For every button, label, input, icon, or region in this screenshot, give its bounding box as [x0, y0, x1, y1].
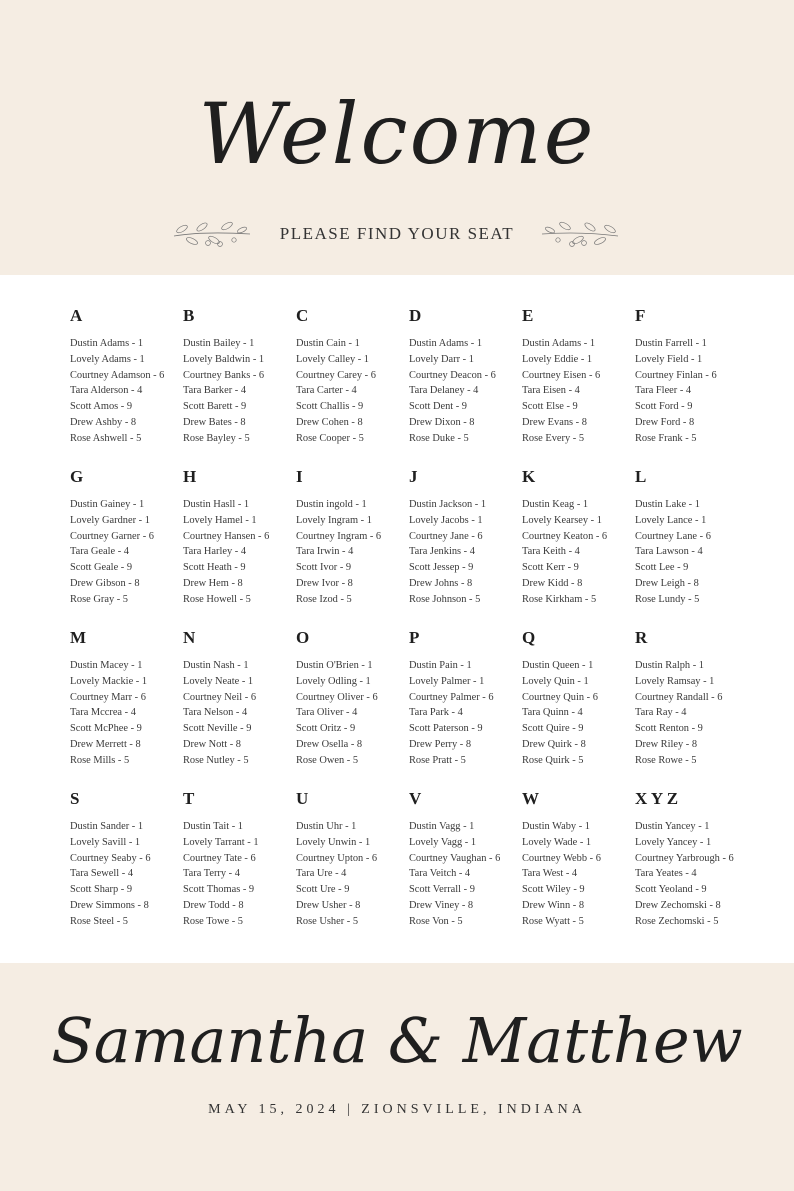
seating-group-f	[635, 306, 748, 447]
guest-entry: Dustin Adams - 1	[70, 338, 144, 349]
guest-entry: Tara Carter - 4	[296, 385, 357, 397]
guest-entry: Tara Sewell - 4	[70, 868, 134, 880]
guest-entry: Drew Gibson - 8	[70, 577, 140, 589]
guest-entry: Rose Rowe - 5	[635, 754, 697, 766]
seating-group-q	[522, 628, 635, 769]
guest-entry: Drew Perry - 8	[409, 738, 472, 750]
guest-entry: Dustin Jackson - 1	[409, 499, 487, 510]
guest-entry: Drew Bates - 8	[183, 416, 246, 428]
guest-entry: Courtney Adamson - 6	[70, 369, 165, 381]
guest-entry: Rose Usher - 5	[296, 915, 359, 927]
guest-entry: Courtney Hansen - 6	[183, 530, 270, 542]
guest-entry: Lovely Neate - 1	[183, 675, 254, 687]
group-letter: C	[296, 306, 309, 325]
seating-group-t	[183, 789, 296, 930]
seating-group-r	[635, 628, 748, 769]
guest-entry: Dustin Farrell - 1	[635, 338, 707, 349]
guest-entry: Rose Steel - 5	[70, 915, 129, 927]
guest-entry: Courtney Jane - 6	[409, 530, 483, 542]
guest-entry: Courtney Deacon - 6	[409, 369, 496, 381]
guest-entry: Rose Zechomski - 5	[635, 915, 719, 927]
seating-group-g	[70, 467, 183, 608]
guest-entry: Courtney Quin - 6	[522, 691, 598, 703]
guest-entry: Lovely Ramsay - 1	[635, 675, 715, 687]
guest-entry: Drew Johns - 8	[409, 577, 473, 589]
guest-entry: Drew Todd - 8	[183, 899, 244, 911]
guest-entry: Scott Thomas - 9	[183, 884, 255, 896]
seating-group-v	[409, 789, 522, 930]
group-letter: X Y Z	[635, 789, 679, 808]
guest-entry: Tara Fleer - 4	[635, 385, 692, 397]
guest-entry: Tara Delaney - 4	[409, 385, 479, 397]
guest-entry: Drew Leigh - 8	[635, 577, 699, 589]
seating-group-k	[522, 467, 635, 608]
guest-entry: Drew Simmons - 8	[70, 899, 149, 911]
guest-entry: Courtney Ingram - 6	[296, 530, 382, 542]
guest-entry: Scott Lee - 9	[635, 562, 689, 574]
group-letter: M	[70, 628, 87, 647]
seating-grid	[70, 306, 770, 946]
guest-entry: Tara Ray - 4	[635, 707, 687, 719]
guest-entry: Rose Frank - 5	[635, 432, 697, 444]
guest-entry: Dustin Bailey - 1	[183, 338, 255, 349]
guest-entry: Tara Barker - 4	[183, 385, 247, 397]
guest-entry: Dustin Keag - 1	[522, 499, 589, 510]
couple-names: Samantha & Matthew	[51, 1004, 743, 1077]
group-letter: L	[635, 467, 647, 486]
group-letter: T	[183, 789, 195, 808]
guest-entry: Rose Nutley - 5	[183, 754, 249, 766]
guest-entry: Scott Kerr - 9	[522, 562, 579, 574]
group-letter: F	[635, 306, 646, 325]
welcome-title: Welcome	[198, 85, 596, 183]
guest-entry: Courtney Yarbrough - 6	[635, 852, 734, 864]
guest-entry: Lovely Mackie - 1	[70, 675, 148, 687]
group-letter: N	[183, 628, 196, 647]
guest-entry: Dustin Yancey - 1	[635, 821, 710, 832]
guest-entry: Scott Jessep - 9	[409, 562, 474, 574]
guest-entry: Tara Terry - 4	[183, 868, 240, 880]
guest-entry: Scott Ford - 9	[635, 401, 693, 413]
seating-group-n	[183, 628, 296, 769]
guest-entry: Drew Evans - 8	[522, 416, 587, 428]
guest-entry: Lovely Quin - 1	[522, 675, 589, 687]
guest-entry: Drew Usher - 8	[296, 899, 361, 911]
guest-entry: Dustin Waby - 1	[522, 821, 590, 832]
guest-entry: Tara Geale - 4	[70, 546, 129, 558]
guest-entry: Drew Dixon - 8	[409, 416, 475, 428]
seating-group-e	[522, 306, 635, 447]
guest-entry: Scott Barett - 9	[183, 401, 247, 413]
guest-entry: Rose Towe - 5	[183, 915, 243, 927]
guest-entry: Lovely Unwin - 1	[296, 836, 371, 848]
guest-entry: Tara Alderson - 4	[70, 385, 143, 397]
guest-entry: Lovely Savill - 1	[70, 836, 141, 848]
group-letter: V	[409, 789, 422, 808]
guest-entry: Tara Eisen - 4	[522, 385, 580, 397]
guest-entry: Lovely Lance - 1	[635, 514, 707, 526]
group-letter: S	[70, 789, 80, 808]
guest-entry: Dustin Lake - 1	[635, 499, 700, 510]
guest-entry: Tara Keith - 4	[522, 546, 580, 558]
seating-group-a	[70, 306, 183, 447]
guest-entry: Lovely Kearsey - 1	[522, 514, 602, 526]
guest-entry: Scott Amos - 9	[70, 401, 133, 413]
guest-entry: Rose Johnson - 5	[409, 593, 481, 605]
group-letter: D	[409, 306, 422, 325]
guest-entry: Scott McPhee - 9	[70, 723, 142, 735]
guest-entry: Courtney Webb - 6	[522, 852, 601, 864]
guest-entry: Dustin O'Brien - 1	[296, 660, 373, 671]
guest-entry: Tara Harley - 4	[183, 546, 247, 558]
guest-entry: Rose Every - 5	[522, 432, 585, 444]
guest-entry: Drew Winn - 8	[522, 899, 585, 911]
guest-entry: Scott Oritz - 9	[296, 723, 356, 735]
guest-entry: Scott Ivor - 9	[296, 562, 352, 574]
guest-entry: Courtney Carey - 6	[296, 369, 376, 381]
group-letter: A	[70, 306, 83, 325]
guest-entry: Tara Park - 4	[409, 707, 463, 719]
seating-group-l	[635, 467, 748, 608]
guest-entry: Scott Renton - 9	[635, 723, 703, 735]
guest-entry: Tara Oliver - 4	[296, 707, 358, 719]
guest-entry: Drew Viney - 8	[409, 899, 474, 911]
guest-entry: Rose Gray - 5	[70, 593, 129, 605]
guest-entry: Rose Pratt - 5	[409, 754, 466, 766]
guest-entry: Courtney Oliver - 6	[296, 691, 378, 703]
group-letter: U	[296, 789, 309, 808]
guest-entry: Tara Jenkins - 4	[409, 546, 475, 558]
group-letter: G	[70, 467, 84, 486]
guest-entry: Rose Quirk - 5	[522, 754, 584, 766]
guest-entry: Dustin Nash - 1	[183, 660, 249, 671]
guest-entry: Courtney Seaby - 6	[70, 852, 151, 864]
guest-entry: Rose Duke - 5	[409, 432, 469, 444]
guest-entry: Dustin Pain - 1	[409, 660, 472, 671]
guest-entry: Rose Wyatt - 5	[522, 915, 584, 927]
guest-entry: Lovely Adams - 1	[70, 353, 145, 365]
guest-entry: Lovely Calley - 1	[296, 353, 370, 365]
guest-entry: Rose Owen - 5	[296, 754, 359, 766]
guest-entry: Dustin Adams - 1	[522, 338, 596, 349]
guest-entry: Lovely Odling - 1	[296, 675, 371, 687]
guest-entry: Dustin ingold - 1	[296, 499, 367, 510]
seating-group-u	[296, 789, 409, 930]
guest-entry: Lovely Tarrant - 1	[183, 836, 259, 848]
group-letter: Q	[522, 628, 536, 647]
guest-entry: Dustin Adams - 1	[409, 338, 483, 349]
guest-entry: Drew Ford - 8	[635, 416, 695, 428]
group-letter: B	[183, 306, 195, 325]
guest-entry: Courtney Randall - 6	[635, 691, 723, 703]
guest-entry: Lovely Palmer - 1	[409, 675, 485, 687]
seating-group-b	[183, 306, 296, 447]
guest-entry: Courtney Garner - 6	[70, 530, 154, 542]
guest-entry: Courtney Vaughan - 6	[409, 852, 501, 864]
guest-entry: Dustin Queen - 1	[522, 660, 594, 671]
seating-group-s	[70, 789, 183, 930]
guest-entry: Rose Cooper - 5	[296, 432, 364, 444]
seating-group-c	[296, 306, 409, 447]
guest-entry: Lovely Gardner - 1	[70, 514, 150, 526]
guest-entry: Tara Mccrea - 4	[70, 707, 136, 719]
guest-entry: Drew Zechomski - 8	[635, 899, 721, 911]
guest-entry: Lovely Wade - 1	[522, 836, 592, 848]
group-letter: P	[409, 628, 420, 647]
guest-entry: Scott Else - 9	[522, 401, 578, 413]
guest-entry: Dustin Tait - 1	[183, 821, 243, 832]
guest-entry: Rose Von - 5	[409, 915, 463, 927]
seating-group-p	[409, 628, 522, 769]
guest-entry: Courtney Banks - 6	[183, 369, 265, 381]
guest-entry: Scott Ure - 9	[296, 884, 350, 896]
guest-entry: Scott Paterson - 9	[409, 723, 483, 735]
guest-entry: Scott Challis - 9	[296, 401, 364, 413]
guest-entry: Lovely Ingram - 1	[296, 514, 372, 526]
leaf-sprig-right-icon	[540, 216, 620, 250]
guest-entry: Drew Quirk - 8	[522, 738, 586, 750]
seating-group-d	[409, 306, 522, 447]
group-letter: I	[296, 467, 303, 486]
seating-group-m	[70, 628, 183, 769]
guest-entry: Rose Howell - 5	[183, 593, 251, 605]
seating-group-j	[409, 467, 522, 608]
group-letter: K	[522, 467, 536, 486]
guest-entry: Dustin Ralph - 1	[635, 660, 704, 671]
seating-group-xyz	[635, 789, 748, 930]
guest-entry: Dustin Gainey - 1	[70, 499, 145, 510]
guest-entry: Drew Cohen - 8	[296, 416, 363, 428]
guest-entry: Courtney Tate - 6	[183, 852, 256, 864]
guest-entry: Dustin Vagg - 1	[409, 821, 475, 832]
guest-entry: Scott Wiley - 9	[522, 884, 585, 896]
group-letter: H	[183, 467, 197, 486]
guest-entry: Scott Verrall - 9	[409, 884, 475, 896]
guest-entry: Lovely Eddie - 1	[522, 353, 593, 365]
guest-entry: Tara Ure - 4	[296, 868, 347, 880]
guest-entry: Dustin Sander - 1	[70, 821, 144, 832]
guest-entry: Drew Osella - 8	[296, 738, 363, 750]
guest-entry: Scott Quire - 9	[522, 723, 584, 735]
guest-entry: Tara Yeates - 4	[635, 868, 697, 880]
guest-entry: Lovely Jacobs - 1	[409, 514, 483, 526]
group-letter: J	[409, 467, 418, 486]
guest-entry: Courtney Eisen - 6	[522, 369, 601, 381]
guest-entry: Tara Veitch - 4	[409, 868, 471, 880]
guest-entry: Drew Ivor - 8	[296, 577, 353, 589]
subtitle: PLEASE FIND YOUR SEAT	[279, 224, 515, 243]
group-letter: E	[522, 306, 534, 325]
guest-entry: Lovely Hamel - 1	[183, 514, 257, 526]
guest-entry: Tara Lawson - 4	[635, 546, 703, 558]
guest-entry: Courtney Neil - 6	[183, 691, 257, 703]
guest-entry: Scott Yeoland - 9	[635, 884, 707, 896]
guest-entry: Rose Bayley - 5	[183, 432, 250, 444]
guest-entry: Rose Lundy - 5	[635, 593, 700, 605]
guest-entry: Courtney Upton - 6	[296, 852, 378, 864]
guest-entry: Scott Sharp - 9	[70, 884, 133, 896]
guest-entry: Courtney Keaton - 6	[522, 530, 608, 542]
guest-entry: Drew Nott - 8	[183, 738, 242, 750]
guest-entry: Lovely Vagg - 1	[409, 836, 477, 848]
guest-entry: Courtney Marr - 6	[70, 691, 146, 703]
seating-group-h	[183, 467, 296, 608]
event-date-location: MAY 15, 2024 | ZIONSVILLE, INDIANA	[208, 1102, 586, 1117]
group-letter: W	[522, 789, 539, 808]
guest-entry: Rose Ashwell - 5	[70, 432, 142, 444]
guest-entry: Drew Riley - 8	[635, 738, 698, 750]
guest-entry: Drew Merrett - 8	[70, 738, 141, 750]
guest-entry: Scott Geale - 9	[70, 562, 133, 574]
guest-entry: Dustin Uhr - 1	[296, 821, 357, 832]
guest-entry: Drew Kidd - 8	[522, 577, 583, 589]
guest-entry: Rose Kirkham - 5	[522, 593, 597, 605]
guest-entry: Scott Heath - 9	[183, 562, 246, 574]
guest-entry: Rose Mills - 5	[70, 754, 130, 766]
guest-entry: Courtney Finlan - 6	[635, 369, 717, 381]
group-letter: R	[635, 628, 648, 647]
guest-entry: Courtney Lane - 6	[635, 530, 711, 542]
seating-group-w	[522, 789, 635, 930]
guest-entry: Tara Nelson - 4	[183, 707, 248, 719]
guest-entry: Scott Dent - 9	[409, 401, 468, 413]
guest-entry: Lovely Field - 1	[635, 353, 703, 365]
guest-entry: Tara Quinn - 4	[522, 707, 583, 719]
guest-entry: Tara Irwin - 4	[296, 546, 354, 558]
footer-band	[0, 963, 794, 1191]
guest-entry: Dustin Hasll - 1	[183, 499, 250, 510]
guest-entry: Dustin Macey - 1	[70, 660, 143, 671]
guest-entry: Lovely Baldwin - 1	[183, 353, 265, 365]
guest-entry: Scott Neville - 9	[183, 723, 252, 735]
guest-entry: Drew Ashby - 8	[70, 416, 137, 428]
seating-group-i	[296, 467, 409, 608]
group-letter: O	[296, 628, 310, 647]
guest-entry: Tara West - 4	[522, 868, 578, 880]
guest-entry: Dustin Cain - 1	[296, 338, 360, 349]
guest-entry: Rose Izod - 5	[296, 593, 352, 605]
guest-entry: Drew Hem - 8	[183, 577, 243, 589]
guest-entry: Lovely Yancey - 1	[635, 836, 712, 848]
guest-entry: Courtney Palmer - 6	[409, 691, 494, 703]
seating-group-o	[296, 628, 409, 769]
guest-entry: Lovely Darr - 1	[409, 353, 474, 365]
